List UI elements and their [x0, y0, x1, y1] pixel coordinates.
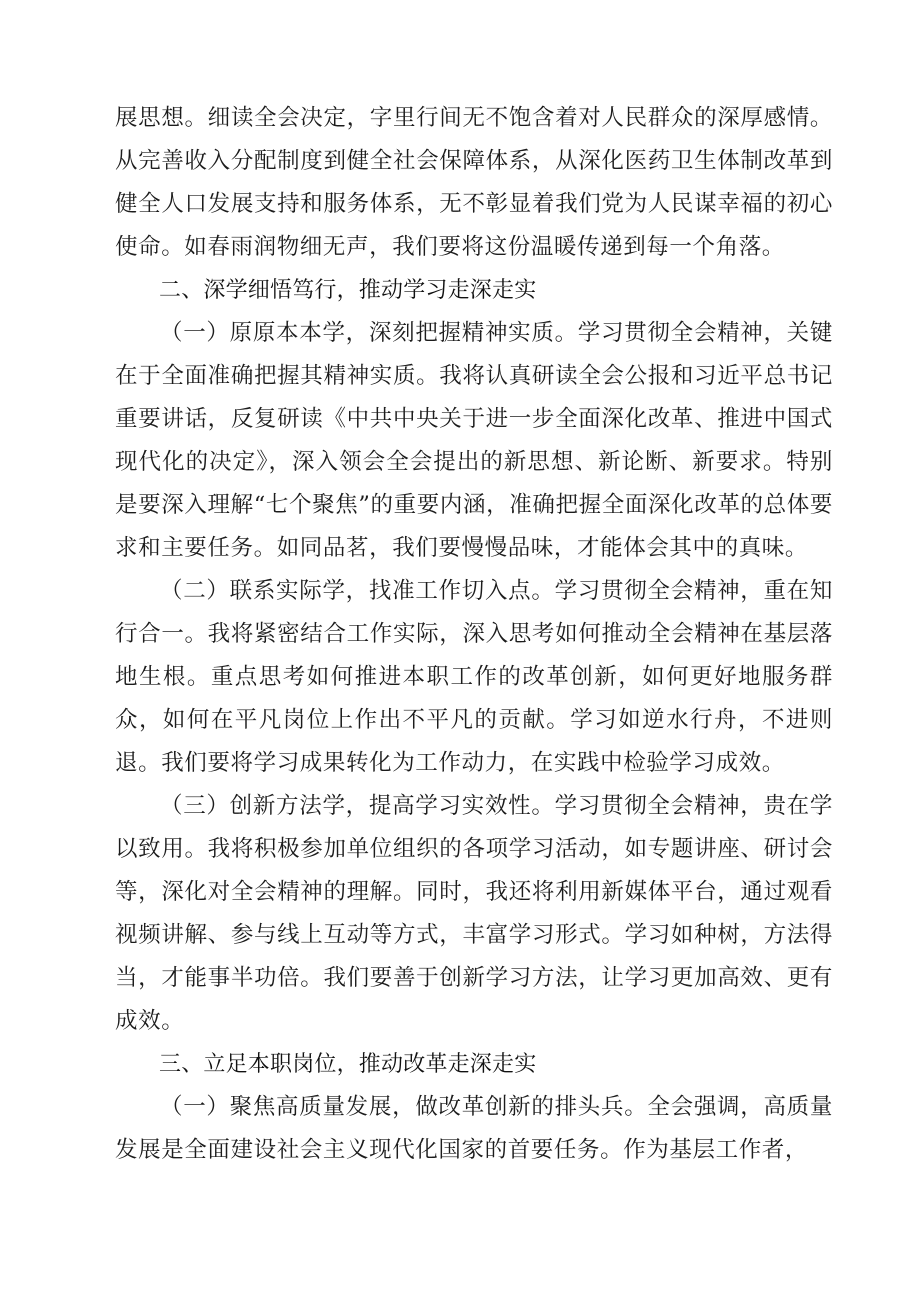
paragraph-2-2: （二）联系实际学，找准工作切入点。学习贯彻全会精神，重在知行合一。我将紧密结合工作实际，深入思考如何推动全会精神在基层落地生根。重点思考如何推进本职工作的改革创新，如何更好地服务群众，如何在平凡岗位上作出不平凡的贡献。学习如逆水行舟，不进则退。我们要将学习成果转化为工作动力，在实践中检验学习成效。: [115, 578, 833, 776]
paragraph-2-1: （一）原原本本学，深刻把握精神实质。学习贯彻全会精神，关键在于全面准确把握其精神实质。我将认真研读全会公报和习近平总书记重要讲话，反复研读《中共中央关于进一步全面深化改革、推进中国式现代化的决定》，深入领会全会提出的新思想、新论断、新要求。特别是要深入理解“七个聚焦”的重要内涵，准确把握全面深化改革的总体要求和主要任务。如同品茗，我们要慢慢品味，才能体会其中的真味。: [115, 320, 833, 561]
section-heading-three: 三、立足本职岗位，推动改革走深走实: [159, 1052, 537, 1077]
paragraph-continued-intro: 展思想。细读全会决定，字里行间无不饱含着对人民群众的深厚感情。从完善收入分配制度到健全社会保障体系，从深化医药卫生体制改革到健全人口发展支持和服务体系，无不彰显着我们党为人民谋幸福的初心使命。如春雨润物细无声，我们要将这份温暖传递到每一个角落。: [115, 105, 833, 260]
document-body: [115, 97, 833, 1172]
paragraph-3-1: （一）聚焦高质量发展，做改革创新的排头兵。全会强调，高质量发展是全面建设社会主义现代化国家的首要任务。作为基层工作者，: [115, 1094, 833, 1163]
section-heading-two: 二、深学细悟笃行，推动学习走深走实: [159, 278, 537, 303]
paragraph-2-3: （三）创新方法学，提高学习实效性。学习贯彻全会精神，贵在学以致用。我将积极参加单位组织的各项学习活动，如专题讲座、研讨会等，深化对全会精神的理解。同时，我还将利用新媒体平台，通过观看视频讲解、参与线上互动等方式，丰富学习形式。学习如种树，方法得当，才能事半功倍。我们要善于创新学习方法，让学习更加高效、更有成效。: [115, 793, 833, 1034]
